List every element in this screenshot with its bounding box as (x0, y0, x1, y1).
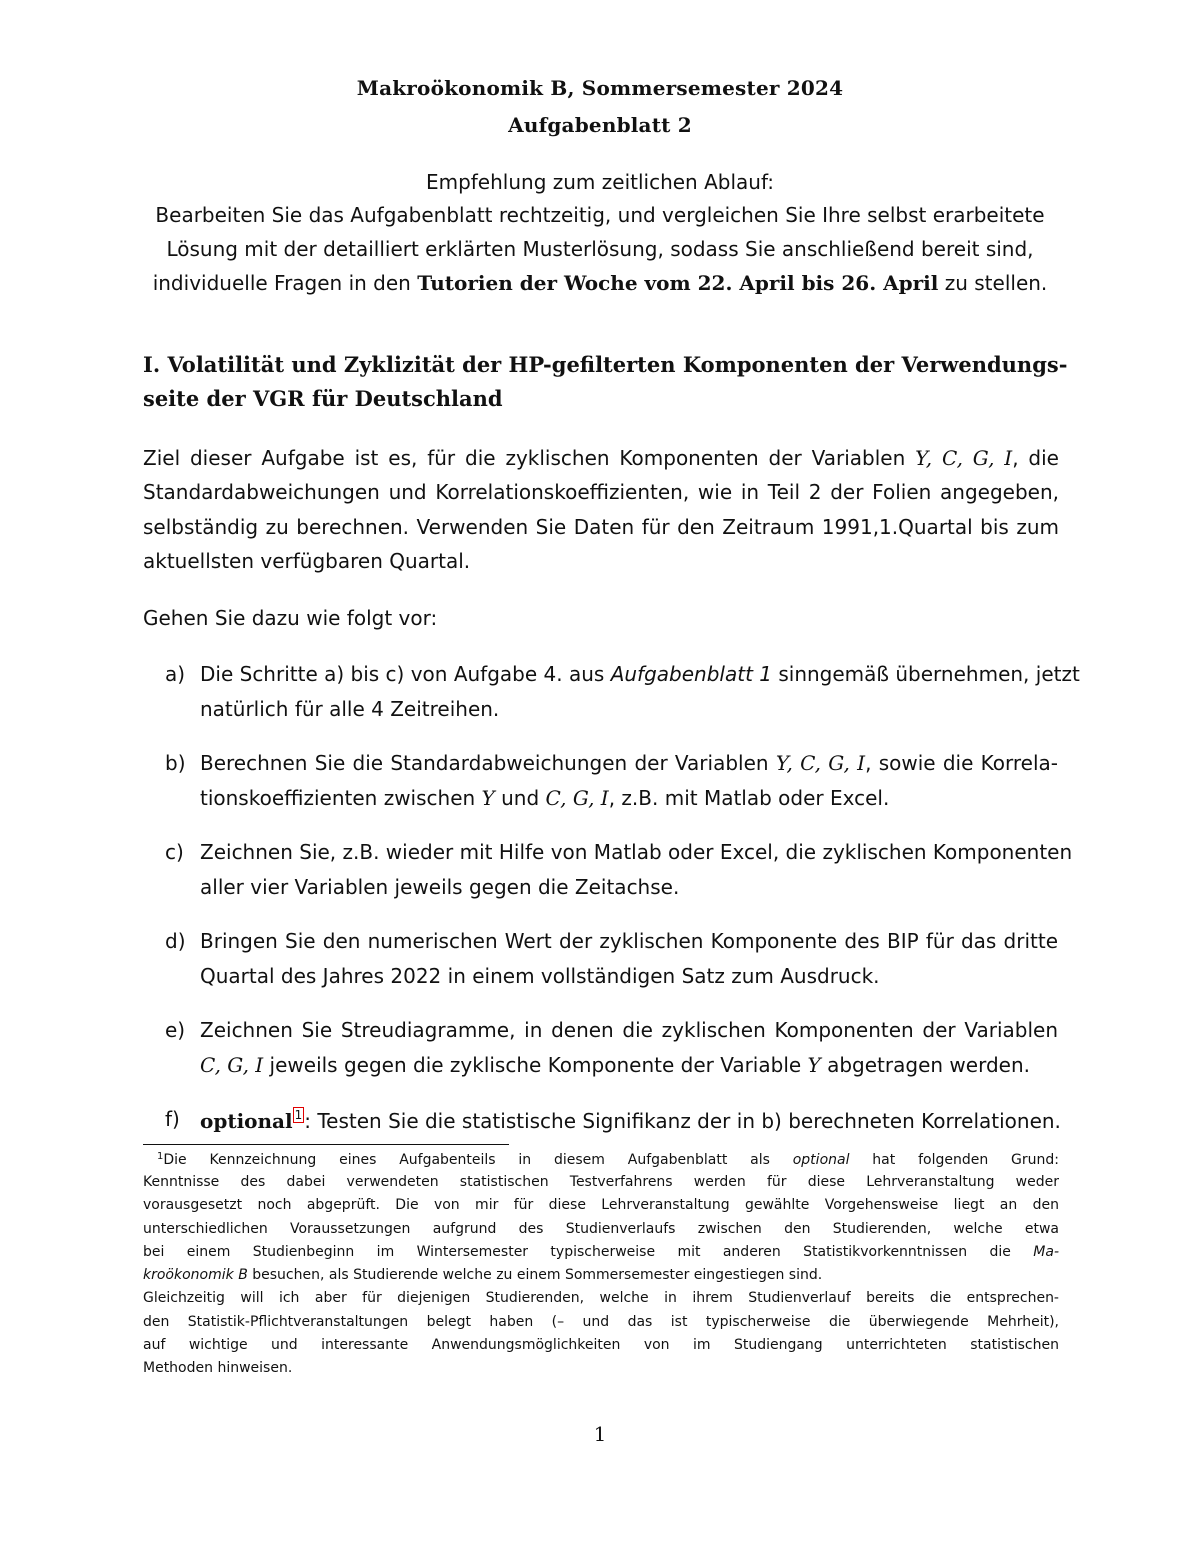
recommendation-line: Bearbeiten Sie das Aufgabenblatt rechtzeitig, und vergleichen Sie Ihre selbst erarbeitete (155, 203, 1045, 227)
text-span: Die Kennzeichnung eines Aufgabenteils in diesem Aufgabenblatt als (163, 1152, 793, 1168)
text-span: tionskoeffizienten zwischen (200, 786, 482, 810)
math-variables: Y (807, 1053, 821, 1077)
section-title: seite der VGR für Deutschland (143, 386, 503, 411)
footnote-line: Gleichzeitig will ich aber für diejenigen Studierenden, welche in ihrem Studienverlauf bereits die entsprechen- (143, 1290, 1059, 1306)
item-d-line: Bringen Sie den numerischen Wert der zyklischen Komponente des BIP für das dritte (200, 929, 1058, 953)
paragraph-line: selbständig zu berechnen. Verwenden Sie Daten für den Zeitraum 1991,1.Quartal bis zum (143, 515, 1059, 539)
text-span: und (494, 786, 546, 810)
footnote-line: Kenntnisse des dabei verwendeten statistischen Testverfahrens werden für diese Lehrveranstaltung weder (143, 1174, 1059, 1190)
footnote-line: auf wichtige und interessante Anwendungsmöglichkeiten von im Studiengang unterrichteten statistischen (143, 1337, 1059, 1353)
footnote-number: 1 (157, 1151, 164, 1162)
item-a-line (200, 662, 1080, 686)
item-label: e) (165, 1018, 186, 1042)
item-label: d) (165, 929, 186, 953)
item-label: c) (165, 840, 184, 864)
document-subtitle: Aufgabenblatt 2 (508, 113, 692, 137)
text-span: , die (1012, 446, 1059, 470)
item-b-line (200, 751, 1058, 775)
text-span: Ziel dieser Aufgabe ist es, für die zyklischen Komponenten der Variablen (143, 446, 916, 470)
footnote-line: den Statistik-Pflichtveranstaltungen belegt haben (– und das ist typischerweise die überwiegende Mehrheit), (143, 1314, 1059, 1330)
footnote-line (143, 1151, 1059, 1168)
item-a-line: natürlich für alle 4 Zeitreihen. (200, 697, 500, 721)
item-c-line: aller vier Variablen jeweils gegen die Zeitachse. (200, 875, 680, 899)
document-title: Makroökonomik B, Sommersemester 2024 (356, 76, 844, 100)
paragraph-line (143, 446, 1059, 470)
footnote-line: vorausgesetzt noch abgeprüft. Die von mir für diese Lehrveranstaltung gewählte Vorgehensweise liegt an den (143, 1197, 1059, 1213)
math-variables: C, G, I (200, 1053, 264, 1077)
text-span: , z.B. mit Matlab oder Excel. (608, 786, 890, 810)
math-variables: Y, C, G, I (775, 751, 866, 775)
text-span: bei einem Studienbeginn im Wintersemester typischerweise mit anderen Statistikvorkenntnissen die (143, 1244, 1034, 1260)
paragraph-line: aktuellsten verfügbaren Quartal. (143, 549, 471, 573)
reference-title: Aufgabenblatt 1 (610, 662, 772, 686)
recommendation-text: zu stellen. (938, 271, 1048, 295)
text-span: jeweils gegen die zyklische Komponente der Variable (263, 1053, 808, 1077)
text-span: Berechnen Sie die Standardabweichungen der Variablen (200, 751, 776, 775)
item-label: f) (165, 1107, 180, 1131)
section-title: I. Volatilität und Zyklizität der HP-gefilterten Komponenten der Verwendungs- (143, 352, 1068, 377)
math-variables: Y, C, G, I (915, 446, 1013, 470)
footnote-link[interactable]: 1 (294, 1108, 303, 1122)
text-span: sinngemäß übernehmen, jetzt (772, 662, 1080, 686)
tutorial-dates: Tutorien der Woche vom 22. April bis 26. April (417, 271, 939, 295)
recommendation-line (140, 271, 1060, 295)
text-span: Die Schritte a) bis c) von Aufgabe 4. aus (200, 662, 611, 686)
optional-label: optional (200, 1109, 293, 1133)
item-b-line (200, 786, 1058, 810)
math-variables: C, G, I (545, 786, 609, 810)
item-f-line (200, 1107, 1061, 1133)
item-label: a) (165, 662, 186, 686)
item-d-line: Quartal des Jahres 2022 in einem vollständigen Satz zum Ausdruck. (200, 964, 880, 988)
text-span: abgetragen werden. (820, 1053, 1030, 1077)
text-span: besuchen, als Studierende welche zu einem Sommersemester eingestiegen sind. (247, 1267, 823, 1283)
footnote-line (143, 1244, 1059, 1260)
lead-text: Gehen Sie dazu wie folgt vor: (143, 606, 438, 630)
item-c-line: Zeichnen Sie, z.B. wieder mit Hilfe von Matlab oder Excel, die zyklischen Komponenten (200, 840, 1073, 864)
recommendation-text: individuelle Fragen in den (152, 271, 418, 295)
text-span: , sowie die Korrela- (865, 751, 1058, 775)
footnote-line: unterschiedlichen Voraussetzungen aufgrund des Studienverlaufs zwischen den Studierenden, welche etwa (143, 1221, 1059, 1237)
footnote-line (143, 1267, 822, 1283)
item-label: b) (165, 751, 186, 775)
math-variables: Y (481, 786, 495, 810)
footnote-divider (143, 1144, 509, 1145)
text-span: optional (792, 1152, 850, 1168)
item-e-line (200, 1053, 1058, 1077)
text-span: Ma- (1033, 1244, 1059, 1260)
text-span: hat folgenden Grund: (849, 1152, 1059, 1168)
recommendation-line: Lösung mit der detailliert erklärten Musterlösung, sodass Sie anschließend bereit sind, (166, 237, 1034, 261)
page-number: 1 (593, 1422, 607, 1446)
paragraph-line: Standardabweichungen und Korrelationskoeffizienten, wie in Teil 2 der Folien angegeben, (143, 480, 1059, 504)
text-span: : Testen Sie die statistische Signifikanz der in b) berechneten Korrelationen. (304, 1109, 1061, 1133)
item-e-line: Zeichnen Sie Streudiagramme, in denen die zyklischen Komponenten der Variablen (200, 1018, 1058, 1042)
footnote-line: Methoden hinweisen. (143, 1360, 293, 1376)
recommendation-heading: Empfehlung zum zeitlichen Ablauf: (425, 170, 775, 194)
text-span: kroökonomik B (143, 1267, 248, 1283)
